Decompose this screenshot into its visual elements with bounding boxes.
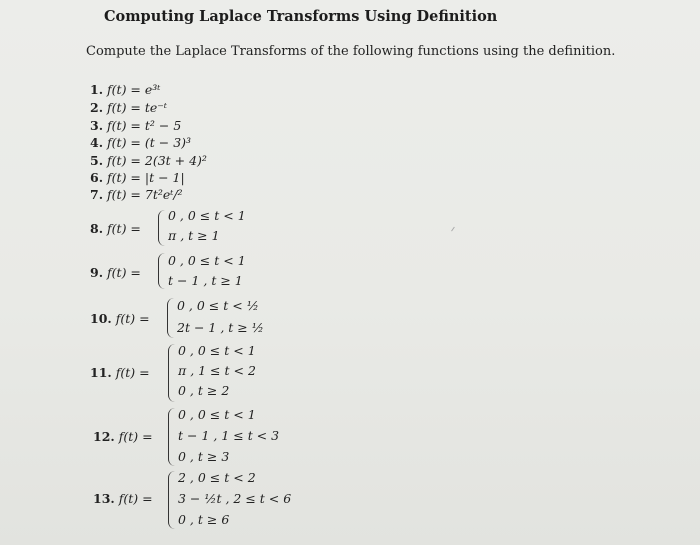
problem-expression: f(t) = |t − 1| — [107, 170, 185, 185]
case-line: 0 , 0 ≤ t < ½ — [177, 298, 259, 313]
problem-number: 9. — [90, 265, 104, 280]
case-line: π , 1 ≤ t < 2 — [178, 363, 256, 378]
problem-lhs: f(t) = — [118, 491, 153, 506]
case-line: 0 , 0 ≤ t < 1 — [168, 208, 246, 223]
case-line: 0 , 0 ≤ t < 1 — [168, 253, 246, 268]
problem-number: 13. — [93, 491, 115, 506]
case-line: 3 − ½t , 2 ≤ t < 6 — [178, 491, 292, 506]
problem-number: 5. — [90, 153, 104, 168]
instructions: Compute the Laplace Transforms of the following functions using the definition. — [86, 44, 616, 59]
left-brace-icon — [158, 253, 165, 289]
case-line: 0 , t ≥ 6 — [178, 512, 230, 527]
page-title: Computing Laplace Transforms Using Definition — [104, 8, 498, 25]
case-line: 0 , 0 ≤ t < 1 — [178, 343, 256, 358]
case-line: 0 , t ≥ 2 — [178, 383, 230, 398]
problem-expression: f(t) = 2(3t + 4)² — [107, 153, 207, 168]
problem-lhs: f(t) = — [107, 265, 141, 280]
problem-number: 7. — [90, 187, 104, 202]
problem-number: 4. — [90, 135, 104, 150]
left-brace-icon — [168, 344, 175, 402]
problem-3 — [90, 118, 181, 133]
problem-4 — [90, 135, 191, 150]
problem-lhs: f(t) = — [115, 311, 150, 326]
problem-9 — [90, 265, 141, 280]
problem-expression: f(t) = e³ᵗ — [107, 82, 161, 97]
case-line: π , t ≥ 1 — [168, 228, 220, 243]
case-line: 0 , 0 ≤ t < 1 — [178, 407, 256, 422]
pen-mark — [451, 227, 459, 235]
problem-6 — [90, 170, 185, 185]
case-line: 2 , 0 ≤ t < 2 — [178, 470, 256, 485]
problem-expression: f(t) = 7t²eᵗ/² — [107, 187, 183, 202]
left-brace-icon — [168, 471, 175, 529]
problem-number: 8. — [90, 221, 104, 236]
left-brace-icon — [167, 298, 174, 338]
problem-number: 12. — [93, 429, 115, 444]
problem-number: 11. — [90, 365, 112, 380]
problem-number: 10. — [90, 311, 112, 326]
problem-lhs: f(t) = — [115, 365, 150, 380]
case-line: 0 , t ≥ 3 — [178, 449, 230, 464]
problem-expression: f(t) = te⁻ᵗ — [107, 100, 167, 115]
problem-10 — [90, 311, 150, 326]
problem-7 — [90, 187, 183, 202]
problem-2 — [90, 100, 167, 115]
problem-number: 3. — [90, 118, 104, 133]
problem-13 — [93, 491, 153, 506]
case-line: 2t − 1 , t ≥ ½ — [177, 320, 264, 335]
problem-12 — [93, 429, 153, 444]
problem-11 — [90, 365, 150, 380]
problem-expression: f(t) = (t − 3)³ — [107, 135, 192, 150]
case-line: t − 1 , 1 ≤ t < 3 — [178, 428, 280, 443]
problem-lhs: f(t) = — [118, 429, 153, 444]
problem-lhs: f(t) = — [107, 221, 141, 236]
problem-1 — [90, 82, 160, 97]
problem-expression: f(t) = t² − 5 — [107, 118, 182, 133]
problem-number: 6. — [90, 170, 104, 185]
problem-5 — [90, 153, 207, 168]
problem-8 — [90, 221, 141, 236]
problem-number: 2. — [90, 100, 104, 115]
left-brace-icon — [168, 408, 175, 466]
left-brace-icon — [158, 210, 165, 246]
problem-number: 1. — [90, 82, 104, 97]
case-line: t − 1 , t ≥ 1 — [168, 273, 243, 288]
